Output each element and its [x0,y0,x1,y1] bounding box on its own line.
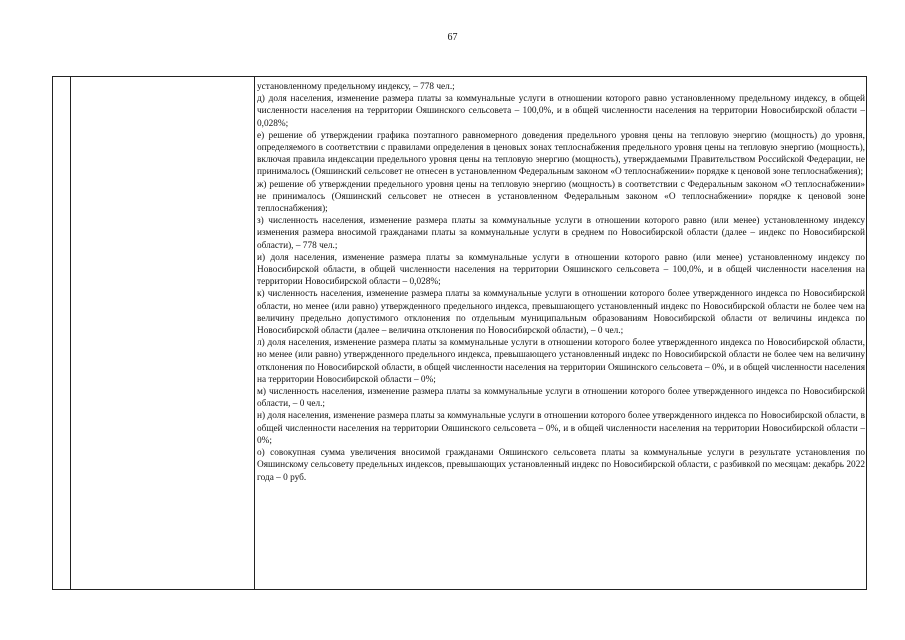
paragraph-z: з) численность населения, изменение размера платы за коммунальные услуги в отношении которого равно (или менее) установленному индексу изменения размера вносимой гражданами платы за коммунальные услуги в среднем по Новосибирской области (далее – индекс по Новосибирской области), – 778 чел.; [257,216,865,251]
paragraph-d: д) доля населения, изменение размера платы за коммунальные услуги в отношении которого равно установленному предельному индексу, в общей численности населения на территории Ояшинского сельсовета – 100,0%, и в общей численности населения на территории Новосибирской области – 0,028%; [257,94,865,129]
paragraph-o: о) совокупная сумма увеличения вносимой гражданами Ояшинского сельсовета платы за коммунальные услуги в результате установления по Ояшинскому сельсовету предельных индексов, превышающих установленный индекс по Новосибирской области, с разбивкой по месяцам: декабрь 2022 года – 0 руб. [257,448,865,483]
paragraph-k: к) численность населения, изменение размера платы за коммунальные услуги в отношении которого более утвержденного индекса по Новосибирской области, но менее (или равно) утвержденного предельного индекса, превышающего установленный индекс по Новосибирской области не более чем на величину предельно допустимого отклонения по отдельным муниципальным образованиям Новосибирской области от величины индекса по Новосибирской области (далее – величина отклонения по Новосибирской области), – 0 чел.; [257,289,865,337]
column-divider-2 [254,77,255,589]
page-number: 67 [447,32,458,43]
paragraph-e: е) решение об утверждении графика поэтапного равномерного доведения предельного уровня цены на тепловую энергию (мощность) до уровня, определяемого в соответствии с правилами определения в ценовых зонах теплоснабжения предельного уровня цены на тепловую энергию (мощность), включая правила индексации предельного уровня цены на тепловую энергию (мощность), утверждаемыми Правительством Российской Федерации, не принималось (Ояшинский сельсовет не отнесен в установленном Федеральным законом «О теплоснабжении» порядке к ценовой зоне теплоснабжения); [257,130,865,178]
document-table [52,76,867,590]
paragraph-l: л) доля населения, изменение размера платы за коммунальные услуги в отношении которого более утвержденного индекса по Новосибирской области, но менее (или равно) утвержденного предельного индекса, превышающего установленный индекс по Новосибирской области не более чем на величину отклонения по Новосибирской области, в общей численности населения на территории Ояшинского сельсовета – 0%, и в общей численности населения на территории Новосибирской области – 0%; [257,338,865,385]
paragraph-n: н) доля населения, изменение размера платы за коммунальные услуги в отношении которого более утвержденного индекса по Новосибирской области, в общей численности населения на территории Ояшинского сельсовета – 0%, и в общей численности населения на территории Новосибирской области – 0%; [257,411,865,446]
paragraph-m: м) численность населения, изменение размера платы за коммунальные услуги в отношении которого более утвержденного индекса по Новосибирской области, – 0 чел.; [257,387,865,410]
paragraph-zh: ж) решение об утверждении предельного уровня цены на тепловую энергию (мощность) в соответствии с Федеральным законом «О теплоснабжении» не принималось (Ояшинский сельсовет не отнесен в установленном Федеральным законом «О теплоснабжении» порядке к ценовой зоне теплоснабжения); [257,179,865,215]
paragraph-i: и) доля населения, изменение размера платы за коммунальные услуги в отношении которого равно (или менее) установленному индексу по Новосибирской области, в общей численности населения на территории Ояшинского сельсовета – 100,0%, и в общей численности населения на территории Новосибирской области – 0,028%; [257,252,865,288]
text-column [257,81,865,484]
column-divider-1 [70,77,71,589]
paragraph-continuation: установленному предельному индексу, – 778 чел.; [257,82,455,92]
